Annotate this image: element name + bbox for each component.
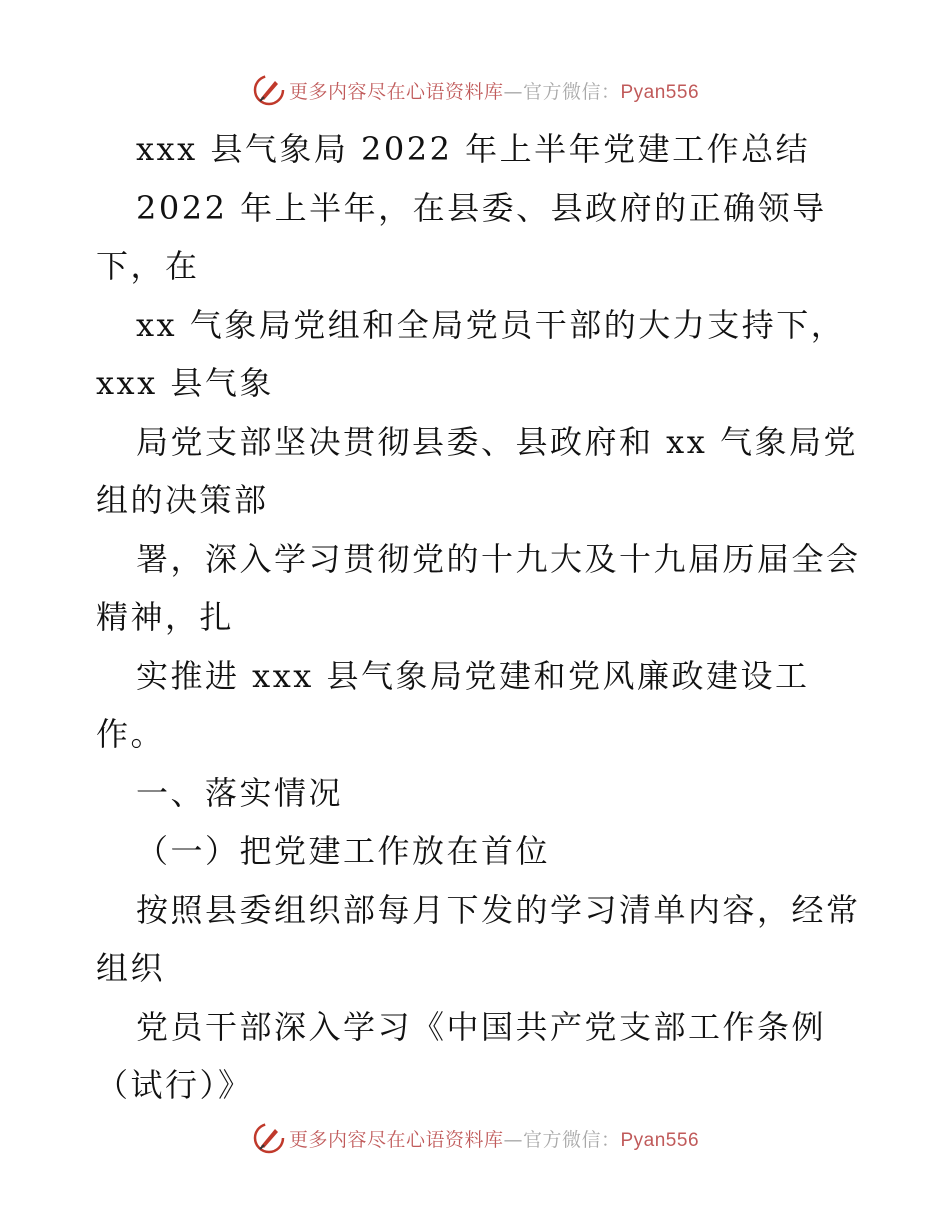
feather-pen-logo-icon bbox=[251, 1120, 287, 1156]
paragraph-line: 组的决策部 bbox=[96, 481, 269, 519]
subsection-heading: （一）把党建工作放在首位 bbox=[136, 832, 551, 870]
paragraph-line: 署，深入学习贯彻党的十九大及十九届历届全会 bbox=[136, 539, 861, 578]
watermark-wechat-id: Pyan556 bbox=[620, 81, 700, 103]
paragraph-line: 实推进 xxx 县气象局党建和党风廉政建设工 bbox=[136, 656, 810, 695]
paragraph-line: 党员干部深入学习《中国共产党支部工作条例 bbox=[136, 1007, 827, 1046]
paragraph-line: 作。 bbox=[96, 715, 166, 753]
watermark-dash: — bbox=[503, 1128, 523, 1151]
paragraph-line: 精神，扎 bbox=[96, 598, 235, 636]
watermark-text bbox=[289, 1125, 699, 1152]
watermark-dash: — bbox=[503, 80, 523, 103]
paragraph-line: 按照县委组织部每月下发的学习清单内容，经常 bbox=[136, 890, 861, 929]
watermark-site: 更多内容尽在心语资料库 bbox=[288, 80, 504, 103]
paragraph-line: xxx 县气象 bbox=[96, 364, 274, 402]
paragraph-line: 下，在 bbox=[96, 247, 200, 285]
paragraph-line: 2022 年上半年，在县委、县政府的正确领导 bbox=[136, 188, 827, 227]
feather-pen-logo-icon bbox=[251, 72, 287, 108]
paragraph-line: （试行）》 bbox=[96, 1066, 253, 1104]
watermark-banner-top bbox=[0, 70, 950, 110]
paragraph-line: xx 气象局党组和全局党员干部的大力支持下， bbox=[136, 305, 846, 344]
section-heading: 一、落实情况 bbox=[136, 773, 344, 812]
paragraph-line: 组织 bbox=[96, 949, 166, 987]
document-body bbox=[96, 120, 866, 1115]
watermark-wechat-id: Pyan556 bbox=[620, 1129, 700, 1151]
watermark-wechat-label: 官方微信： bbox=[522, 1128, 621, 1151]
watermark-text bbox=[289, 77, 699, 104]
paragraph-line: 局党支部坚决贯彻县委、县政府和 xx 气象局党 bbox=[136, 422, 858, 461]
watermark-wechat-label: 官方微信： bbox=[522, 80, 621, 103]
document-title: xxx 县气象局 2022 年上半年党建工作总结 bbox=[136, 130, 811, 168]
watermark-site: 更多内容尽在心语资料库 bbox=[288, 1128, 504, 1151]
watermark-banner-bottom bbox=[0, 1118, 950, 1158]
